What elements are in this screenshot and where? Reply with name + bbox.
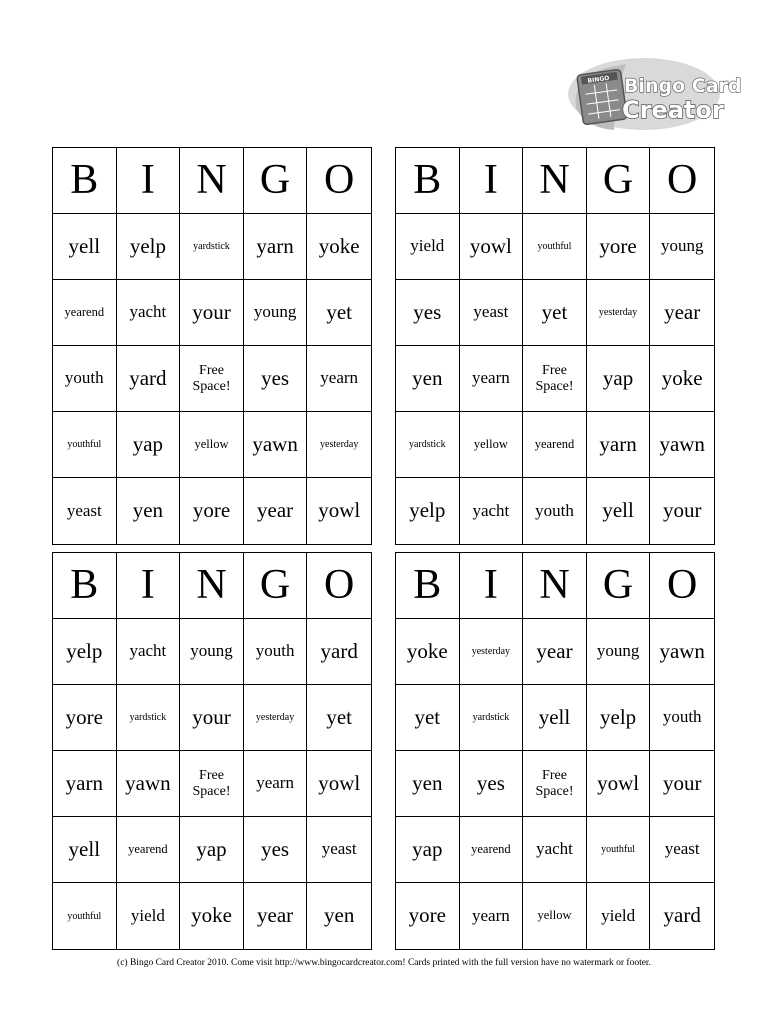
word-cell: year [523, 619, 587, 685]
word-cell: youthful [587, 817, 651, 883]
header-letter-g: G [244, 148, 308, 214]
header-letter-n: N [523, 148, 587, 214]
word-cell: yoke [180, 883, 244, 949]
word-cell: yawn [244, 412, 308, 478]
word-cell: yardstick [117, 685, 181, 751]
header-letter-n: N [180, 553, 244, 619]
header-letter-i: I [460, 148, 524, 214]
word-cell: yardstick [396, 412, 460, 478]
bingo-card-2 [395, 147, 715, 545]
word-cell: yen [396, 751, 460, 817]
word-cell: yap [587, 346, 651, 412]
word-cell: yore [180, 478, 244, 544]
word-cell: yell [523, 685, 587, 751]
bingo-card-creator-logo [566, 48, 742, 134]
word-cell: yearn [244, 751, 308, 817]
word-cell: yarn [587, 412, 651, 478]
word-cell: yearend [523, 412, 587, 478]
word-cell: yes [244, 817, 308, 883]
word-cell: yowl [460, 214, 524, 280]
word-cell: youth [53, 346, 117, 412]
copyright-footer: (c) Bingo Card Creator 2010. Come visit http://www.bingocardcreator.com! Cards printed with the full version have no watermark or footer. [117, 958, 651, 968]
word-cell: yen [324, 903, 355, 928]
header-letter-o: O [307, 148, 371, 214]
header-letter-b: B [53, 553, 117, 619]
word-cell: yap [117, 412, 181, 478]
word-cell: yeast [460, 280, 524, 346]
word-cell: yell [53, 817, 117, 883]
word-cell: yes [460, 751, 524, 817]
word-cell: yoke [650, 346, 714, 412]
word-cell: yes [396, 280, 460, 346]
header-letter-n: N [523, 553, 587, 619]
bingo-card-4 [395, 552, 715, 950]
word-cell: young [180, 619, 244, 685]
word-cell: year [650, 280, 714, 346]
header-letter-g: G [587, 553, 651, 619]
word-cell: yesterday [460, 619, 524, 685]
word-cell: yap [180, 817, 244, 883]
word-cell: yell [53, 214, 117, 280]
word-cell: youth [650, 685, 714, 751]
word-cell: yet [307, 280, 371, 346]
word-cell: yelp [396, 478, 460, 544]
word-cell: yeast [53, 478, 117, 544]
word-cell: yelp [53, 619, 117, 685]
header-letter-o: O [307, 553, 371, 619]
logo-line2: Creator [622, 96, 724, 124]
word-cell: your [662, 498, 702, 523]
header-letter-g: G [587, 148, 651, 214]
header-letter-i: I [117, 148, 181, 214]
bingo-card-1 [52, 147, 372, 545]
logo-badge-text: BINGO [587, 74, 610, 85]
word-cell: yearn [460, 883, 524, 949]
word-cell: yelp [587, 685, 651, 751]
free-space-cell: Free Space! [180, 346, 244, 412]
word-cell: yelp [117, 214, 181, 280]
word-cell: youthful [53, 883, 117, 949]
word-cell: yoke [307, 214, 371, 280]
word-cell: yacht [117, 280, 181, 346]
word-cell: young [244, 280, 308, 346]
word-cell: yowl [307, 751, 371, 817]
word-cell: yardstick [460, 685, 524, 751]
word-cell: youthful [523, 214, 587, 280]
header-letter-n: N [180, 148, 244, 214]
word-cell: yacht [117, 619, 181, 685]
word-cell: yap [396, 817, 460, 883]
word-cell: yacht [523, 817, 587, 883]
word-cell: yowl [587, 751, 651, 817]
word-cell: year [244, 883, 308, 949]
word-cell: yeast [307, 817, 371, 883]
word-cell: yard [117, 346, 181, 412]
word-cell: yet [523, 280, 587, 346]
word-cell: yacht [460, 478, 524, 544]
word-cell: yell [587, 478, 651, 544]
free-space-cell: Free Space! [523, 346, 587, 412]
header-letter-b: B [396, 148, 460, 214]
word-cell: yield [587, 883, 651, 949]
word-cell: young [650, 214, 714, 280]
word-cell: yore [53, 685, 117, 751]
word-cell: yore [587, 214, 651, 280]
header-letter-i: I [117, 553, 181, 619]
word-cell: yarn [53, 751, 117, 817]
word-cell: yesterday [244, 685, 308, 751]
word-cell: yard [307, 619, 371, 685]
logo-line1: Bingo Card [624, 75, 742, 97]
word-cell: yearn [307, 346, 371, 412]
word-cell: youth [523, 478, 587, 544]
word-cell: yellow [180, 412, 244, 478]
word-cell: yesterday [587, 280, 651, 346]
word-cell: your [180, 685, 244, 751]
word-cell: yore [396, 883, 460, 949]
word-cell: yawn [117, 751, 181, 817]
word-cell: youth [244, 619, 308, 685]
word-cell: youthful [53, 412, 117, 478]
word-cell: yes [244, 346, 308, 412]
header-letter-b: B [396, 553, 460, 619]
word-cell: yarn [244, 214, 308, 280]
word-cell: yearend [460, 817, 524, 883]
word-cell: yen [117, 478, 181, 544]
word-cell: yeast [650, 817, 714, 883]
word-cell: yesterday [307, 412, 371, 478]
word-cell: yellow [523, 883, 587, 949]
word-cell: yardstick [180, 214, 244, 280]
word-cell: yield [396, 214, 460, 280]
header-letter-i: I [460, 553, 524, 619]
word-cell: yard [663, 903, 701, 928]
word-cell: year [244, 478, 308, 544]
header-letter-o: O [650, 553, 714, 619]
word-cell: yearend [117, 817, 181, 883]
free-space-cell: Free Space! [523, 751, 587, 817]
word-cell: yowl [318, 498, 361, 523]
word-cell: young [587, 619, 651, 685]
word-cell: your [650, 751, 714, 817]
header-letter-b: B [53, 148, 117, 214]
word-cell: yen [396, 346, 460, 412]
word-cell: yawn [650, 412, 714, 478]
word-cell: yearend [53, 280, 117, 346]
header-letter-g: G [244, 553, 308, 619]
header-letter-o: O [650, 148, 714, 214]
free-space-cell: Free Space! [180, 751, 244, 817]
word-cell: your [180, 280, 244, 346]
word-cell: yellow [460, 412, 524, 478]
bingo-card-3 [52, 552, 372, 950]
word-cell: yet [396, 685, 460, 751]
word-cell: yet [307, 685, 371, 751]
word-cell: yawn [650, 619, 714, 685]
word-cell: yearn [460, 346, 524, 412]
word-cell: yoke [396, 619, 460, 685]
word-cell: yield [117, 883, 181, 949]
